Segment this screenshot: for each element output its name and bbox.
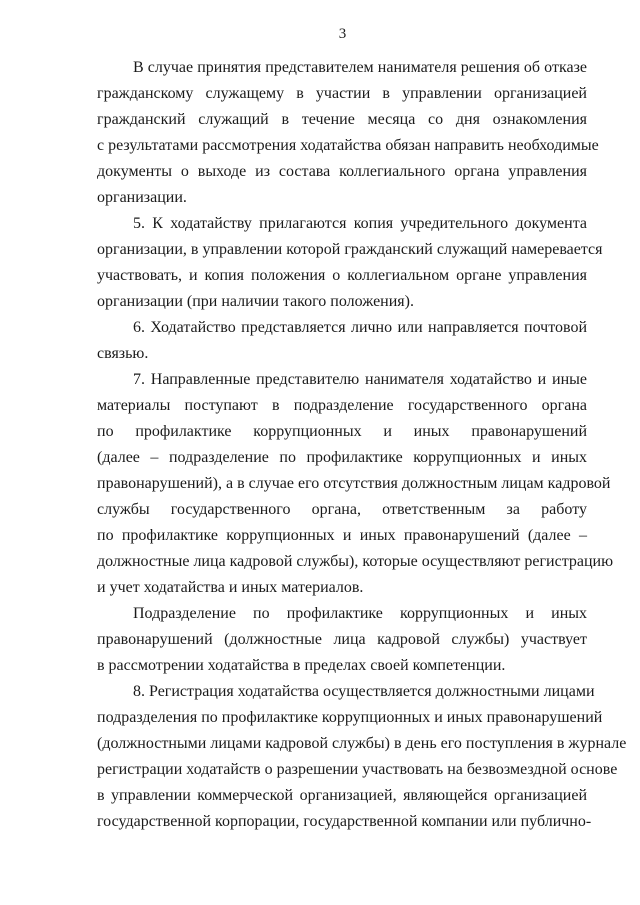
text-line: правонарушений (должностные лица кадровой службы) участвует	[97, 631, 587, 648]
text-line: 8. Регистрация ходатайства осуществляется должностными лицами	[133, 683, 595, 700]
text-line: материалы поступают в подразделение государственного органа	[97, 397, 587, 414]
text-line: организации, в управлении которой гражданский служащий намеревается	[97, 241, 603, 258]
paragraph	[97, 679, 627, 835]
text-line: регистрации ходатайств о разрешении участвовать на безвозмездной основе	[97, 761, 618, 778]
text-line: по профилактике коррупционных и иных правонарушений	[97, 423, 587, 440]
text-line: должностные лица кадровой службы), которые осуществляют регистрацию	[97, 553, 614, 570]
paragraph	[97, 55, 599, 211]
text-line: государственной корпорации, государственной компании или публично-	[97, 813, 592, 830]
page-number: 3	[338, 26, 347, 42]
text-line: (далее – подразделение по профилактике коррупционных и иных	[97, 449, 587, 466]
text-line: 6. Ходатайство представляется лично или направляется почтовой	[133, 319, 587, 336]
text-line: и учет ходатайства и иных материалов.	[97, 579, 364, 596]
text-line: 7. Направленные представителю нанимателя ходатайство и иные	[133, 371, 587, 388]
text-line: Подразделение по профилактике коррупционных и иных	[133, 605, 587, 622]
text-line: в управлении коммерческой организацией, являющейся организацией	[97, 787, 587, 804]
paragraph	[97, 315, 587, 367]
text-line: по профилактике коррупционных и иных правонарушений (далее –	[97, 527, 587, 544]
text-line: организации.	[97, 189, 187, 206]
text-line: В случае принятия представителем нанимателя решения об отказе	[133, 59, 587, 76]
text-line: гражданскому служащему в участии в управлении организацией	[97, 85, 587, 102]
text-line: связью.	[97, 345, 149, 362]
text-line: в рассмотрении ходатайства в пределах своей компетенции.	[97, 657, 506, 674]
text-line: гражданский служащий в течение месяца со дня ознакомления	[97, 111, 587, 128]
text-line: документы о выходе из состава коллегиального органа управления	[97, 163, 587, 180]
text-line: (должностными лицами кадровой службы) в день его поступления в журнале	[97, 735, 627, 752]
text-line: службы государственного органа, ответственным за работу	[97, 501, 587, 518]
paragraph	[97, 211, 603, 315]
text-line: подразделения по профилактике коррупционных и иных правонарушений	[97, 709, 603, 726]
text-line: правонарушений), а в случае его отсутствия должностным лицам кадровой	[97, 475, 611, 492]
text-line: 5. К ходатайству прилагаются копия учредительного документа	[133, 215, 587, 232]
text-line: участвовать, и копия положения о коллегиальном органе управления	[97, 267, 587, 284]
document-body	[97, 55, 627, 835]
paragraph	[97, 601, 587, 679]
text-line: организации (при наличии такого положения).	[97, 293, 414, 310]
text-line: с результатами рассмотрения ходатайства обязан направить необходимые	[97, 137, 599, 154]
paragraph	[97, 367, 614, 601]
